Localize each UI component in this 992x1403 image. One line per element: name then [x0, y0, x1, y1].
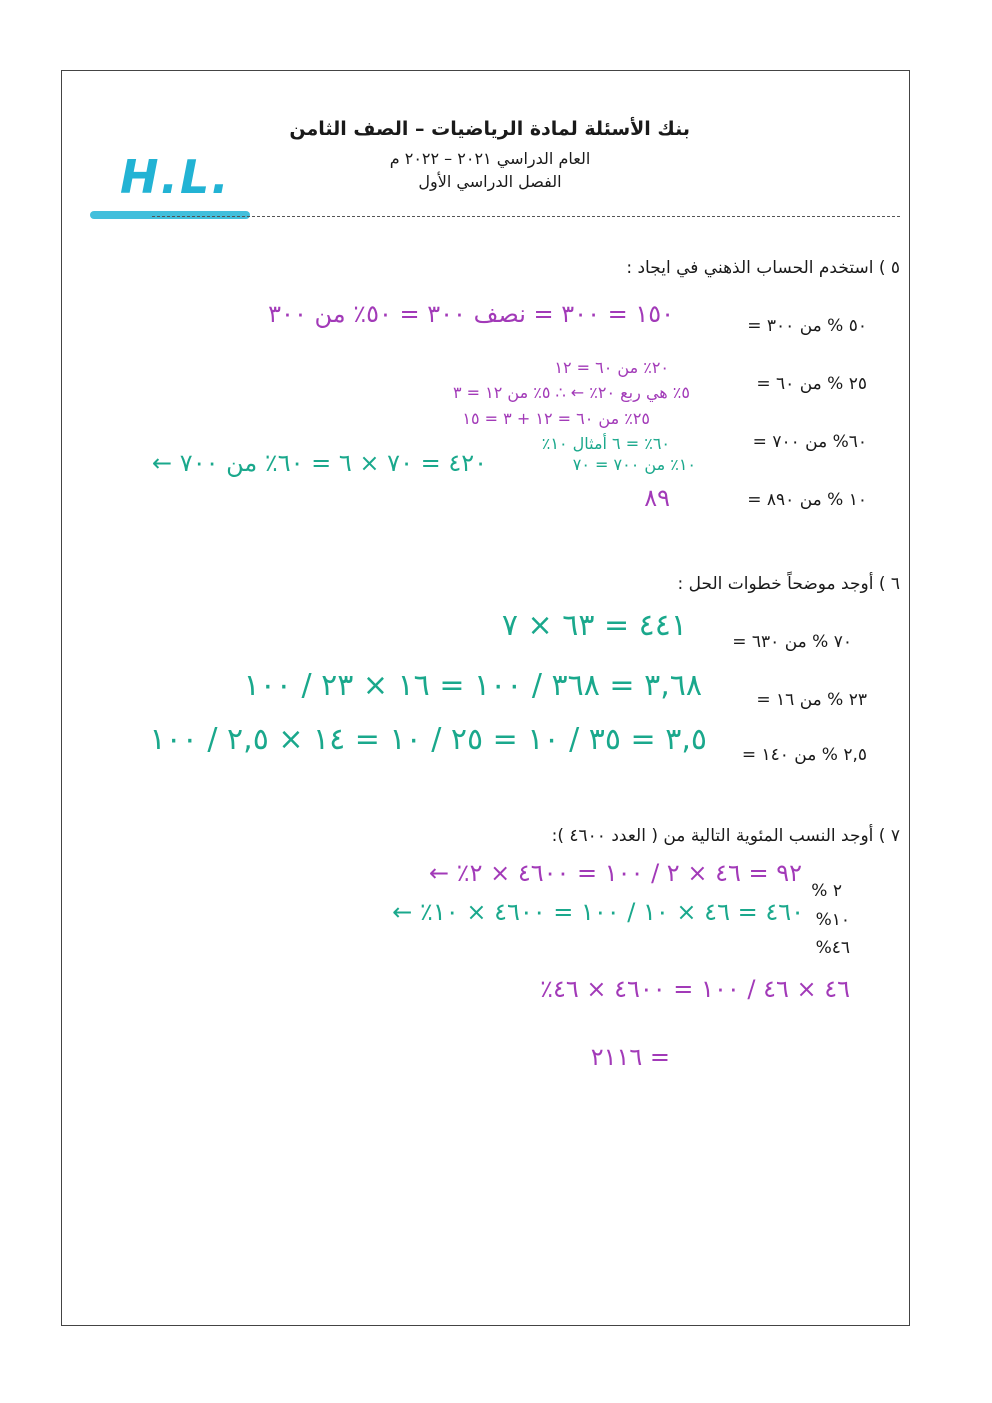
q5-answer-4: ٨٩: [644, 484, 670, 512]
q5-label: ٥ ) استخدم الحساب الذهني في ايجاد :: [626, 258, 900, 278]
q6-label: ٦ ) أوجد موضحاً خطوات الحل :: [677, 574, 900, 594]
q7-answer-3b: = ٢١١٦: [590, 1043, 670, 1071]
q5-answer-2a: ٢٠٪ من ٦٠ = ١٢: [554, 358, 669, 377]
q5-item-4: ١٠ % من ٨٩٠ =: [747, 490, 867, 510]
q5-answer-2b: ٥٪ هي ربع ٢٠٪ ← ∴ ٥٪ من ١٢ = ٣: [452, 383, 690, 402]
q5-answer-3c: ٤٢٠ = ٧٠ × ٦ = ٦٠٪ من ٧٠٠ ←: [152, 449, 487, 477]
q7-answer-2: ٤٦٠ = ٤٦ × ١٠ / ١٠٠ = ٤٦٠٠ × ١٠٪ ←: [392, 898, 804, 926]
q5-answer-1: ١٥٠ = ٣٠٠ = نصف ٣٠٠ = ٥٠٪ من ٣٠٠: [268, 300, 674, 328]
q5-answer-3b: ١٠٪ من ٧٠٠ = ٧٠: [572, 455, 696, 474]
q5-item-3: ٦٠% من ٧٠٠ =: [752, 432, 867, 452]
q5-item-1: ٥٠ % من ٣٠٠ =: [747, 316, 867, 336]
hl-logo: H.L.: [120, 150, 231, 204]
academic-year: العام الدراسي ٢٠٢١ – ٢٠٢٢ م: [389, 149, 591, 168]
q7-answer-3a: ٤٦ × ٤٦ / ١٠٠ = ٤٦٠٠ × ٤٦٪: [540, 975, 850, 1003]
q6-item-3: ٢,٥ % من ١٤٠ =: [741, 745, 867, 765]
q7-label: ٧ ) أوجد النسب المئوية التالية من ( العدد ٤٦٠٠ ):: [551, 826, 900, 846]
semester: الفصل الدراسي الأول: [418, 172, 562, 191]
q7-item-3: ٤٦%: [815, 938, 850, 958]
q6-item-2: ٢٣ % من ١٦ =: [756, 690, 867, 710]
q6-answer-1: ٤٤١ = ٦٣ × ٧: [501, 608, 687, 643]
q7-item-1: ٢ %: [811, 881, 842, 901]
q6-answer-2: ٣,٦٨ = ٣٦٨ / ١٠٠ = ١٦ × ٢٣ / ١٠٠: [243, 668, 702, 703]
q6-answer-3: ٣,٥ = ٣٥ / ١٠ = ٢٥ / ١٠ = ١٤ × ٢,٥ / ١٠٠: [149, 722, 707, 757]
logo-underline: [90, 211, 250, 219]
q5-answer-2c: ٢٥٪ من ٦٠ = ١٢ + ٣ = ١٥: [462, 409, 650, 428]
q5-item-2: ٢٥ % من ٦٠ =: [756, 374, 867, 394]
header-divider: [152, 216, 900, 217]
page-title: بنك الأسئلة لمادة الرياضيات – الصف الثامن: [289, 118, 690, 140]
q6-item-1: ٧٠ % من ٦٣٠ =: [732, 632, 852, 652]
q7-item-2: ١٠%: [815, 910, 850, 930]
q5-answer-3a: ٦٠٪ = ٦ أمثال ١٠٪: [541, 434, 670, 453]
q7-answer-1: ٩٢ = ٤٦ × ٢ / ١٠٠ = ٤٦٠٠ × ٢٪ ←: [428, 859, 802, 887]
